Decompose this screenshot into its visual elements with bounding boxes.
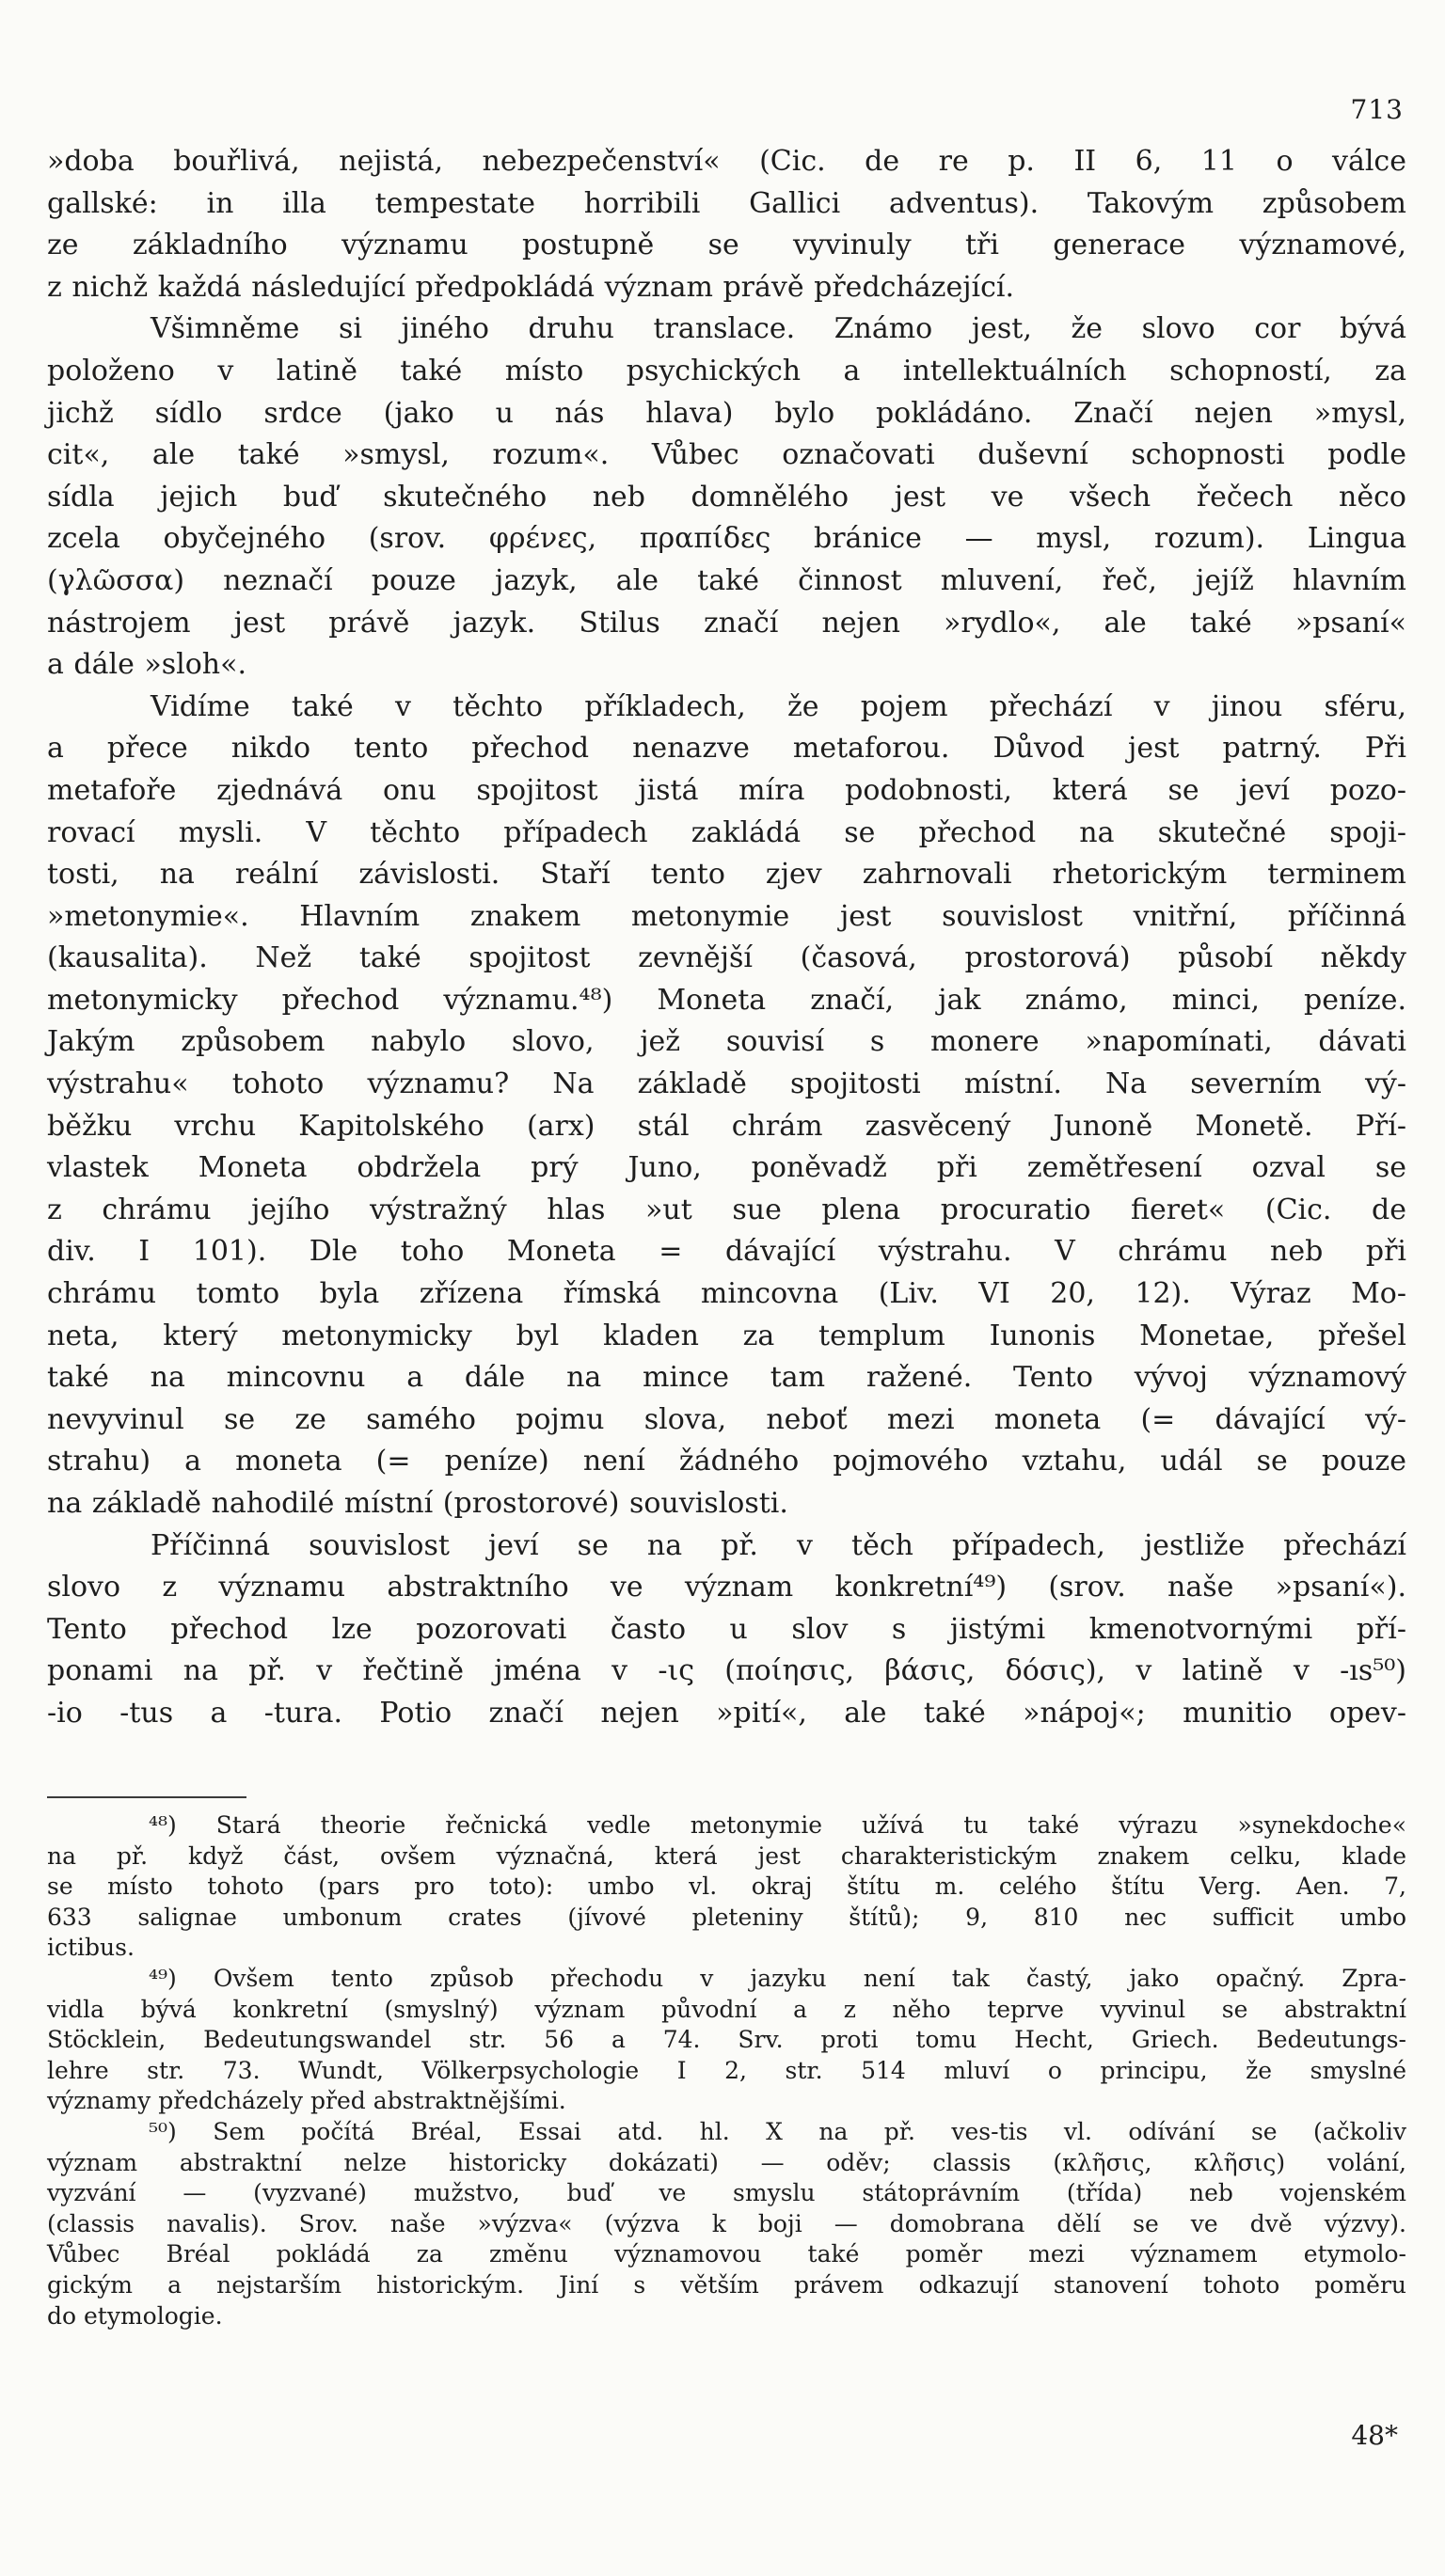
text-line: metafoře zjednává onu spojitost jistá míra podobnosti, která se jeví pozo- bbox=[47, 773, 1406, 807]
main-text bbox=[47, 141, 1406, 1735]
text-line: metonymicky přechod významu.⁴⁸) Moneta značí, jak známo, minci, peníze. bbox=[47, 983, 1406, 1017]
text-line: z chrámu jejího výstražný hlas »ut sue plena procuratio fieret« (Cic. de bbox=[47, 1193, 1406, 1226]
text-line: nástrojem jest právě jazyk. Stilus značí nejen »rydlo«, ale také »psaní« bbox=[47, 606, 1406, 640]
text-line: také na mincovnu a dále na mince tam ražené. Tento vývoj významový bbox=[47, 1361, 1406, 1395]
footnote-line: významy předcházely před abstraktnějšími. bbox=[47, 2087, 566, 2115]
footnote-line: se místo tohoto (pars pro toto): umbo vl. okraj štítu m. celého štítu Verg. Aen. 7, bbox=[47, 1873, 1406, 1901]
text-line: položeno v latině také místo psychických a intellektuálních schopností, za bbox=[47, 354, 1406, 387]
footnote-line: Stöcklein, Bedeutungswandel str. 56 a 74. Srv. proti tomu Hecht, Griech. Bedeutungs- bbox=[47, 2026, 1406, 2054]
text-line: vlastek Moneta obdržela prý Juno, poněvadž při zemětřesení ozval se bbox=[47, 1151, 1406, 1185]
footnote-line: ⁵⁰) Sem počítá Bréal, Essai atd. hl. X na př. ves-tis vl. odívání se (ačkoliv bbox=[149, 2117, 1406, 2145]
footnote-line: Vůbec Bréal pokládá za změnu významovou také poměr mezi významem etymolo- bbox=[47, 2240, 1406, 2268]
footnote-divider bbox=[47, 1796, 246, 1798]
footnote-line: význam abstraktní nelze historicky dokázati) — oděv; classis (κλῆσις, κλῆσις) volání, bbox=[47, 2148, 1406, 2176]
text-line: sídla jejich buď skutečného neb domnělého jest ve všech řečech něco bbox=[47, 480, 1406, 514]
footnote-line: 633 salignae umbonum crates (jívové pleteniny štítů); 9, 810 nec sufficit umbo bbox=[47, 1903, 1406, 1931]
text-line: Všimněme si jiného druhu translace. Známo jest, že slovo cor bývá bbox=[151, 312, 1406, 346]
footnote-line: ictibus. bbox=[47, 1934, 135, 1962]
text-line: Tento přechod lze pozorovati často u slov s jistými kmenotvornými pří- bbox=[47, 1612, 1406, 1646]
text-line: tosti, na reální závislosti. Staří tento zjev zahrnovali rhetorickým terminem bbox=[47, 858, 1406, 892]
footnote-line: (classis navalis). Srov. naše »výzva« (výzva k boji — domobrana dělí se ve dvě výzvy). bbox=[47, 2209, 1406, 2237]
text-line: z nichž každá následující předpokládá význam právě předcházející. bbox=[47, 270, 1015, 304]
text-line: strahu) a moneta (= peníze) není žádného pojmového vztahu, udál se pouze bbox=[47, 1445, 1406, 1478]
text-line: -io -tus a -tura. Potio značí nejen »pití«, ale také »nápoj«; munitio opev- bbox=[47, 1696, 1406, 1730]
text-line: zcela obyčejného (srov. φρένες, πραπίδες bránice — mysl, rozum). Lingua bbox=[47, 522, 1406, 556]
text-line: a dále »sloh«. bbox=[47, 648, 247, 682]
footnote-line: ⁴⁹) Ovšem tento způsob přechodu v jazyku není tak častý, jako opačný. Zpra- bbox=[149, 1964, 1406, 1992]
text-line: »doba bouřlivá, nejistá, nebezpečenství« (Cic. de re p. II 6, 11 o válce bbox=[47, 145, 1406, 178]
text-line: div. I 101). Dle toho Moneta = dávající výstrahu. V chrámu neb při bbox=[47, 1235, 1406, 1269]
text-line: (kausalita). Než také spojitost zevnější (časová, prostorová) působí někdy bbox=[47, 941, 1406, 975]
text-line: gallské: in illa tempestate horribili Gallici adventus). Takovým způsobem bbox=[47, 186, 1406, 220]
footnote-line: gickým a nejstarším historickým. Jiní s větším právem odkazují stanovení tohoto poměru bbox=[47, 2270, 1406, 2299]
text-line: chrámu tomto byla zřízena římská mincovna (Liv. VI 20, 12). Výraz Mo- bbox=[47, 1277, 1406, 1311]
footnote-line: vyzvání — (vyzvané) mužstvo, buď ve smyslu státoprávním (třída) neb vojenském bbox=[47, 2179, 1406, 2207]
footnote-line: ⁴⁸) Stará theorie řečnická vedle metonymie užívá tu také výrazu »synekdoche« bbox=[149, 1811, 1406, 1839]
text-line: běžku vrchu Kapitolského (arx) stál chrám zasvěcený Junoně Monetě. Pří- bbox=[47, 1109, 1406, 1143]
footnote-line: do etymologie. bbox=[47, 2301, 223, 2330]
page-number: 713 bbox=[1350, 94, 1404, 125]
text-line: Příčinná souvislost jeví se na př. v těch případech, jestliže přechází bbox=[151, 1528, 1406, 1562]
text-line: Jakým způsobem nabylo slovo, jež souvisí s monere »napomínati, dávati bbox=[47, 1025, 1406, 1059]
footnote-line: vidla bývá konkretní (smyslný) význam původní a z něho teprve vyvinul se abstraktní bbox=[47, 1995, 1406, 2023]
text-line: ze základního významu postupně se vyvinuly tři generace významové, bbox=[47, 229, 1406, 262]
text-line: rovací mysli. V těchto případech zakládá se přechod na skutečné spoji- bbox=[47, 815, 1406, 849]
signature-mark: 48* bbox=[1351, 2420, 1398, 2451]
footnote-line: lehre str. 73. Wundt, Völkerpsychologie I 2, str. 514 mluví o principu, že smyslné bbox=[47, 2056, 1406, 2084]
text-line: na základě nahodilé místní (prostorové) souvislosti. bbox=[47, 1487, 788, 1520]
text-line: ponami na př. v řečtině jména v -ις (ποίησις, βάσις, δόσις), v latině v -ıs⁵⁰) bbox=[47, 1654, 1406, 1688]
text-line: neta, který metonymicky byl kladen za templum Iunonis Monetae, přešel bbox=[47, 1319, 1406, 1352]
footnotes bbox=[47, 1810, 1406, 2331]
text-line: a přece nikdo tento přechod nenazve metaforou. Důvod jest patrný. Při bbox=[47, 732, 1406, 766]
text-line: Vidíme také v těchto příkladech, že pojem přechází v jinou sféru, bbox=[151, 689, 1406, 723]
text-line: cit«, ale také »smysl, rozum«. Vůbec označovati duševní schopnosti podle bbox=[47, 438, 1406, 472]
text-line: (γλῶσσα) neznačí pouze jazyk, ale také činnost mluvení, řeč, jejíž hlavním bbox=[47, 563, 1406, 597]
text-line: jichž sídlo srdce (jako u nás hlava) bylo pokládáno. Značí nejen »mysl, bbox=[47, 396, 1406, 430]
text-line: nevyvinul se ze samého pojmu slova, neboť mezi moneta (= dávající vý- bbox=[47, 1402, 1406, 1436]
text-line: slovo z významu abstraktního ve význam konkretní⁴⁹) (srov. naše »psaní«). bbox=[47, 1571, 1406, 1604]
footnote-line: na př. když část, ovšem význačná, která jest charakteristickým znakem celku, klade bbox=[47, 1841, 1406, 1870]
text-line: »metonymie«. Hlavním znakem metonymie jest souvislost vnitřní, příčinná bbox=[47, 899, 1406, 933]
text-line: výstrahu« tohoto významu? Na základě spojitosti místní. Na severním vý- bbox=[47, 1067, 1406, 1101]
